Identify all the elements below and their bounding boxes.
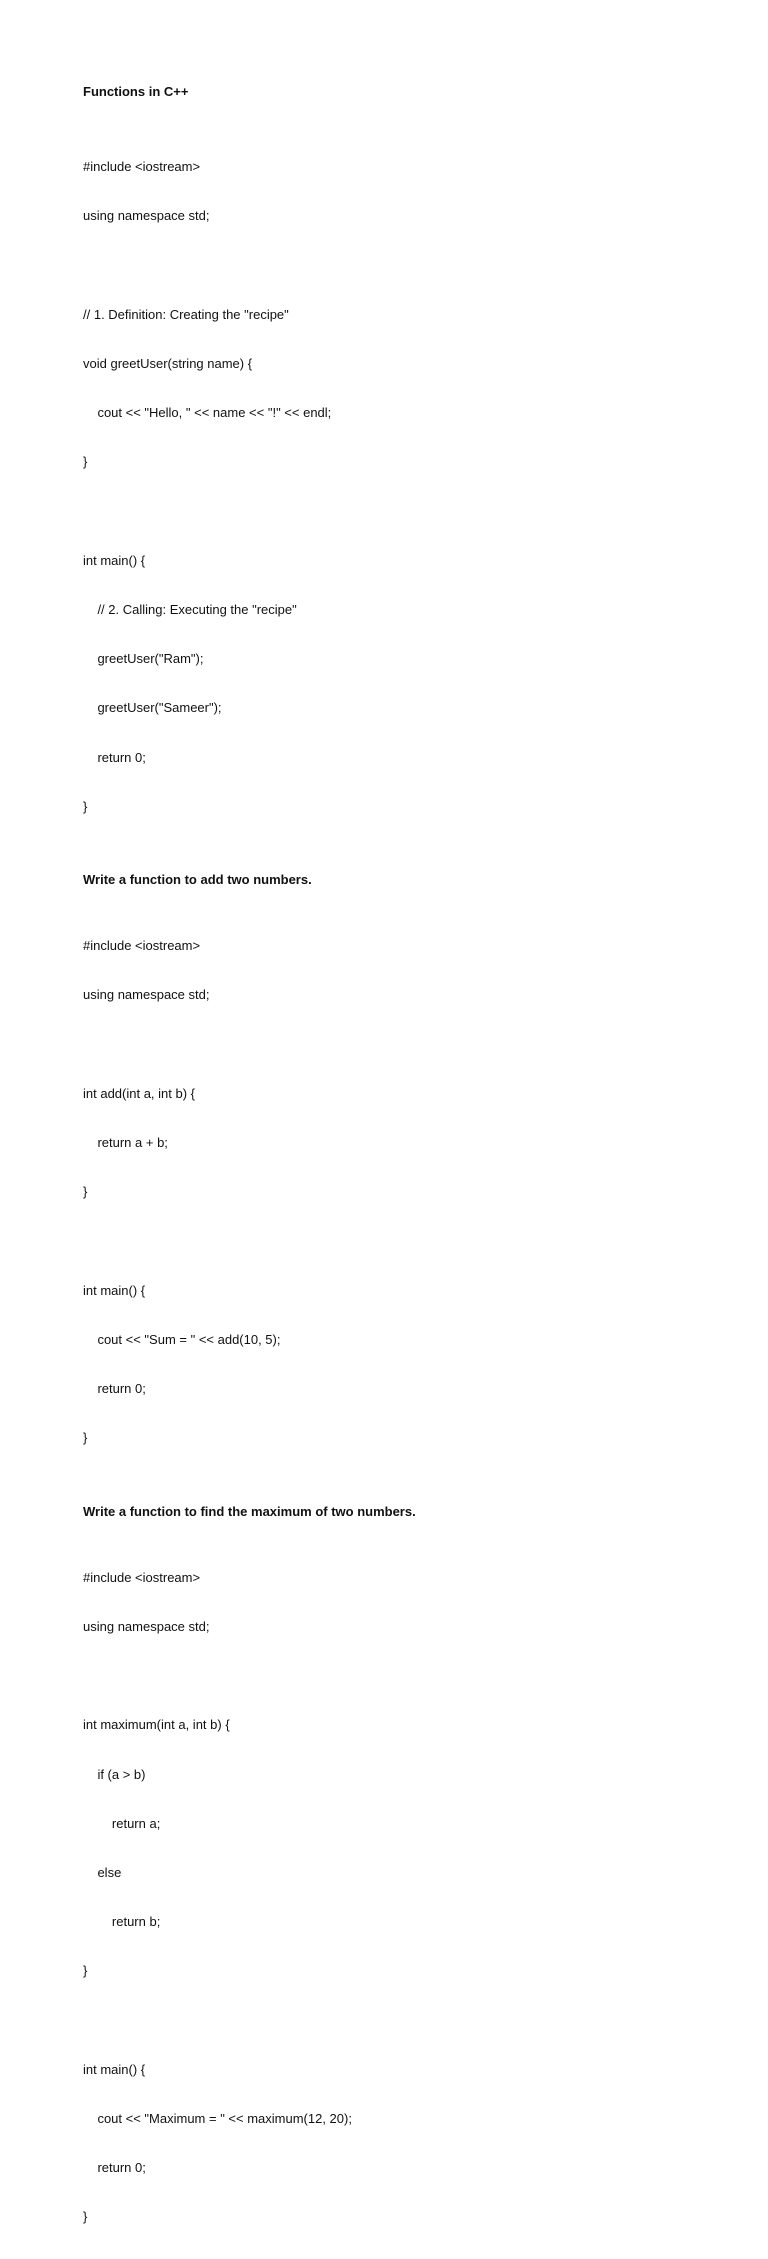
- code-line: [83, 2013, 723, 2029]
- code-line: return 0;: [83, 1381, 146, 1397]
- code-line: [83, 1668, 723, 1684]
- code-line: #include <iostream>: [83, 938, 201, 954]
- code-line: // 2. Calling: Executing the "recipe": [83, 602, 297, 618]
- code-line: return 0;: [83, 749, 146, 765]
- code-line: cout << "Sum = " << add(10, 5);: [83, 1331, 281, 1347]
- code-line: int maximum(int a, int b) {: [83, 1717, 230, 1733]
- code-line: int add(int a, int b) {: [83, 1085, 196, 1101]
- code-block: [83, 126, 723, 848]
- code-line: greetUser("Sameer");: [83, 700, 222, 716]
- section-heading: Write a function to find the maximum of two numbers.: [83, 1503, 416, 1519]
- code-block: [83, 905, 723, 1479]
- code-line: [83, 504, 723, 520]
- code-line: }: [83, 2209, 88, 2225]
- code-line: cout << "Maximum = " << maximum(12, 20);: [83, 2110, 352, 2126]
- code-line: return 0;: [83, 2160, 146, 2176]
- code-line: }: [83, 1430, 88, 1446]
- section-add-function: [83, 872, 723, 1479]
- code-line: #include <iostream>: [83, 159, 201, 175]
- section-functions-intro: [83, 84, 723, 848]
- code-block: [83, 1537, 723, 2259]
- code-line: }: [83, 1963, 88, 1979]
- code-line: cout << "Hello, " << name << "!" << endl;: [83, 405, 332, 421]
- code-line: using namespace std;: [83, 987, 210, 1003]
- code-line: }: [83, 1184, 88, 1200]
- code-line: using namespace std;: [83, 208, 210, 224]
- code-line: return a + b;: [83, 1135, 168, 1151]
- code-line: using namespace std;: [83, 1618, 210, 1634]
- spacer: [83, 888, 723, 905]
- code-line: // 1. Definition: Creating the "recipe": [83, 306, 289, 322]
- spacer: [83, 1480, 723, 1504]
- code-line: return a;: [83, 1815, 161, 1831]
- code-line: int main() {: [83, 1282, 146, 1298]
- spacer: [83, 848, 723, 872]
- code-line: }: [83, 798, 88, 814]
- code-line: [83, 258, 723, 274]
- code-line: void greetUser(string name) {: [83, 356, 253, 372]
- document-page: [83, 84, 723, 2259]
- section-maximum-function: [83, 1504, 723, 2259]
- code-line: else: [83, 1864, 122, 1880]
- code-line: return b;: [83, 1914, 161, 1930]
- code-line: if (a > b): [83, 1766, 146, 1782]
- code-line: greetUser("Ram");: [83, 651, 204, 667]
- code-line: [83, 1234, 723, 1250]
- code-line: [83, 1037, 723, 1053]
- code-line: #include <iostream>: [83, 1569, 201, 1585]
- spacer: [83, 100, 723, 126]
- code-line: int main() {: [83, 2061, 146, 2077]
- code-line: }: [83, 454, 88, 470]
- section-heading: Write a function to add two numbers.: [83, 872, 312, 888]
- spacer: [83, 1520, 723, 1537]
- section-heading: Functions in C++: [83, 84, 189, 99]
- code-line: int main() {: [83, 552, 146, 568]
